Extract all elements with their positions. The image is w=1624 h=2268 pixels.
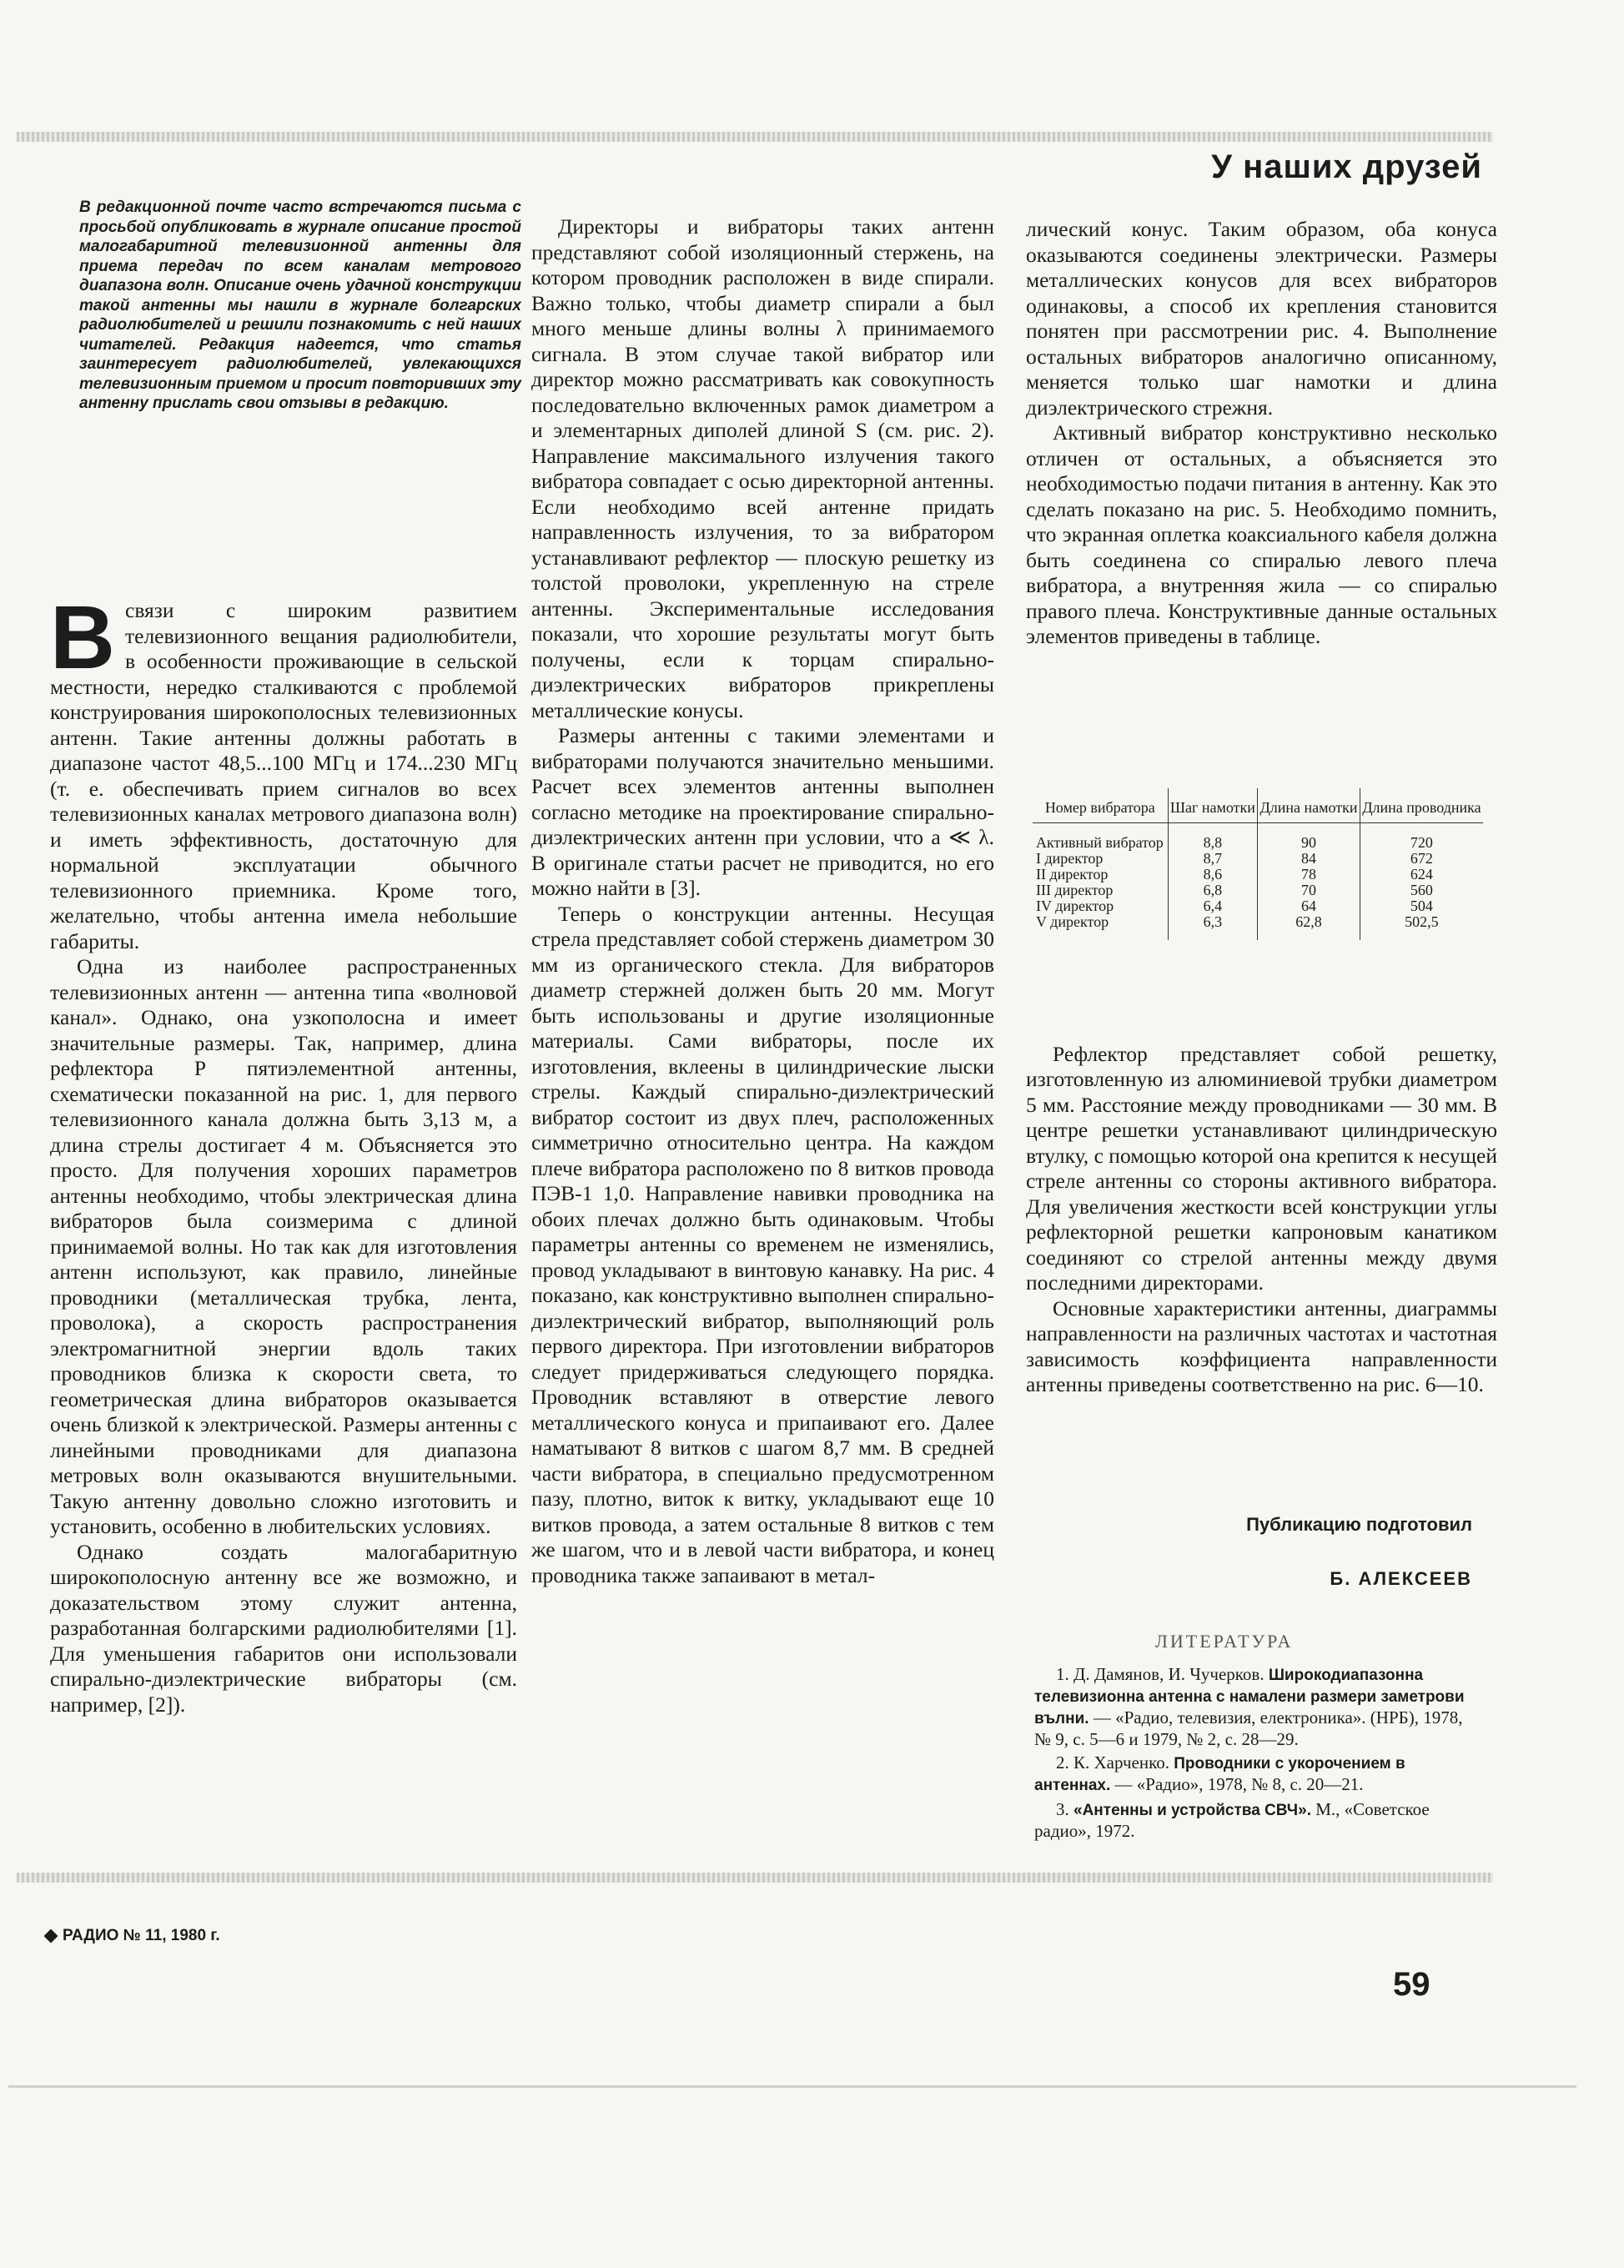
paragraph: Теперь о конструкции антенны. Несущая стрела представляет собой стержень диаметром 30 мм из органического стекла. Для вибраторов диаметр стержней должен быть 20 мм. Могут быть использованы и другие изоляционные материалы. Сами вибраторы, после их изготовления, вклеены в цилиндрические лыски стрелы. Каждый спирально-диэлектрический вибратор состоит из двух плеч, расположенных симметрично относительно центра. На каждом плече вибратора расположено по 8 витков провода ПЭВ-1 1,0. Направление навивки проводника на обоих плечах должно быть одинаковым. Чтобы параметры антенны со временем не изменялись, провод укладывают в винтовую канавку. На рис. 4 показано, как конструктивно выполнен спирально-диэлектрический вибратор, выполняющий роль первого директора. При изготовлении вибраторов следует придерживаться следующего порядка. Проводник вставляют в отверстие левого металлического конуса и припаивают его. Далее наматывают 8 витков с шагом 8,7 мм. В средней части вибратора, в специально предусмотренном пазу, плотно, виток к витку, укладывают еще 10 витков провода, а затем остальные 8 витков с тем же шагом, что и в левой части вибратора, и конец проводника также запаивают в метал- [531, 901, 994, 1587]
literature-item [1034, 1664, 1468, 1749]
literature-title-text: Широкодиапазонна телевизионна антенна с намалени размери заметрови вълни. [1034, 1667, 1465, 1727]
table-cell: III директор [1036, 882, 1114, 898]
journal-footer [46, 1927, 220, 1945]
table-row [1033, 867, 1483, 883]
author-name: Б. АЛЕКСЕЕВ [1330, 1568, 1472, 1589]
table-cell: 720 [1360, 823, 1483, 852]
table-cell: 70 [1258, 883, 1360, 898]
paragraph: лический конус. Таким образом, оба конуса оказываются соединены электрически. Размеры металлических конусов для всех вибраторов одинаковы, а способ их крепления становится понятен при рассмотрении рис. 4. Выполнение остальных вибраторов аналогично описанному, меняется только шаг намотки и длина диэлектрического стрежня. [1026, 217, 1497, 420]
paragraph-text: связи с широким развитием телевизионного вещания радиолюбители, в особенности проживающие в сельской местности, нередко сталкиваются с проблемой конструирования широкополосных телевизионных антенн. Такие антенны должны работать в диапазоне частот 48,5...100 МГц и 174...230 МГц (т. е. обеспечивать прием сигналов во всех телевизионных каналах метрового диапазона волн) и иметь эффективность, достаточную для нормальной эксплуатации обычного телевизионного приемника. Кроме того, желательно, чтобы антенна имела небольшие габариты. [50, 598, 517, 953]
table-cell: 8,8 [1168, 823, 1258, 852]
table-row [1033, 898, 1483, 914]
table-row [1033, 883, 1483, 898]
paragraph: Активный вибратор конструктивно несколько отличен от остальных, а объясняется это необходимостью подачи питания в антенну. Как это сделать показано на рис. 5. Необходимо помнить, что экранная оплетка коаксиального кабеля должна быть соединена со спиралью левого плеча вибратора, а внутренняя жила — со спиралью правого плеча. Конструктивные данные остальных элементов приведены в таблице. [1026, 420, 1497, 648]
table-header-cell: Номер вибратора [1033, 788, 1168, 823]
table-cell: IV директор [1036, 898, 1114, 914]
table-header-cell: Шаг намотки [1168, 788, 1258, 823]
literature-item [1034, 1753, 1468, 1796]
drop-cap: В [50, 586, 115, 687]
table-cell: 6,4 [1168, 898, 1258, 914]
table-cell: 560 [1360, 883, 1483, 898]
table-cell: 62,8 [1258, 914, 1360, 940]
paragraph: Директоры и вибраторы таких антенн представляют собой изоляционный стержень, на котором проводник расположен в виде спирали. Важно только, чтобы диаметр спирали a был много меньше длины волны λ принимаемого сигнала. В этом случае такой вибратор или директор можно рассматривать как совокупность последовательно включенных рамок диаметром a и элементарных диполей длиной S (см. рис. 2). Направление максимального излучения такого вибратора совпадает с осью директорной антенны. Если необходимо всей антенне придать направленность излучения, то за вибратором устанавливают рефлектор — плоскую решетку из толстой проволоки, укрепленную на стреле антенны. Экспериментальные исследования показали, что хорошие результаты могут быть получены, если к торцам спирально-диэлектрических вибраторов прикреплены металлические конусы. [531, 214, 994, 722]
page-edge [8, 2085, 1576, 2088]
table-row [1033, 823, 1483, 852]
literature-author: 1. Д. Дамянов, И. Чучерков. [1056, 1664, 1265, 1684]
literature-source: — «Радио», 1978, № 8, с. 20—21. [1114, 1774, 1364, 1794]
table-header-cell: Длина намотки [1258, 788, 1360, 823]
table-cell: 84 [1258, 851, 1360, 867]
column-1 [50, 586, 517, 1717]
table-cell: 90 [1258, 823, 1360, 852]
literature-title: ЛИТЕРАТУРА [1155, 1631, 1294, 1652]
paragraph [50, 586, 517, 954]
table-cell: 64 [1258, 898, 1360, 914]
table-cell: 8,7 [1168, 851, 1258, 867]
literature-source: — «Радио, телевизия, електроника». (НРБ), 1978, № 9, с. 5—6 и 1979, № 2, с. 28—29. [1034, 1707, 1463, 1749]
journal-issue: РАДИО № 11, 1980 г. [63, 1927, 220, 1944]
table-cell: 504 [1360, 898, 1483, 914]
table-cell: 6,3 [1168, 914, 1258, 940]
literature-list [1034, 1664, 1468, 1844]
table-row [1033, 914, 1483, 940]
table-cell: 624 [1360, 867, 1483, 883]
table-cell: 8,6 [1168, 867, 1258, 883]
bottom-rule [17, 1873, 1493, 1883]
literature-source: М., «Советское радио», 1972. [1034, 1799, 1430, 1841]
table-cell: 502,5 [1360, 914, 1483, 940]
literature-author: 2. К. Харченко. [1056, 1753, 1169, 1773]
table-cell: V директор [1036, 913, 1109, 930]
table-cell: 6,8 [1168, 883, 1258, 898]
table-cell: 78 [1258, 867, 1360, 883]
table-cell: I директор [1036, 850, 1104, 867]
table-header-cell: Длина проводника [1360, 788, 1483, 823]
table-cell: 672 [1360, 851, 1483, 867]
paragraph: Размеры антенны с такими элементами и вибраторами получаются значительно меньшими. Расчет всех элементов антенны выполнен согласно методике на проектирование спирально-диэлектрических антенн при условии, что a ≪ λ. В оригинале статьи расчет не приводится, но его можно найти в [3]. [531, 723, 994, 900]
literature-item [1034, 1799, 1468, 1841]
literature-title-text: «Антенны и устройства СВЧ». [1073, 1802, 1311, 1819]
table-row [1033, 851, 1483, 867]
literature-author: 3. [1056, 1799, 1069, 1819]
paragraph: Основные характеристики антенны, диаграммы направленности на различных частотах и частотная зависимость коэффициента направленности антенны приведены соответственно на рис. 6—10. [1026, 1295, 1497, 1396]
section-title: У наших друзей [1211, 148, 1482, 185]
table-cell: II директор [1036, 866, 1109, 883]
table-header-row [1033, 788, 1483, 823]
paragraph: Однако создать малогабаритную широкополосную антенну все же возможно, и доказательством этому служит антенна, разработанная болгарскими радиолюбителями [1]. Для уменьшения габаритов они использовали спирально-диэлектрические вибраторы (см. например, [2]). [50, 1539, 517, 1717]
literature-title-text: Проводники с укорочением в антеннах. [1034, 1755, 1405, 1794]
paragraph: Рефлектор представляет собой решетку, изготовленную из алюминиевой трубки диаметром 5 мм. Расстояние между проводниками — 30 мм. В центре решетки устанавливают цилиндрическую втулку, с помощью которой она крепится к несущей стреле антенны со стороны активного вибратора. Для увеличения жесткости всей конструкции углы рефлекторной решетки капроновым канатиком соединяют со стрелой антенны между двумя последними директорами. [1026, 1041, 1497, 1295]
vibrator-table [1033, 788, 1483, 940]
top-rule [17, 132, 1493, 142]
diamond-icon [44, 1929, 58, 1943]
column-2 [531, 214, 994, 1588]
page-number: 59 [1393, 1966, 1430, 2003]
table-cell: Активный вибратор [1036, 834, 1164, 851]
editorial-intro: В редакционной почте часто встречаются письма с просьбой опубликовать в журнале описание простой малогабаритной телевизионной антенны для приема передач по всем каналам метрового диапазона волн. Описание очень удачной конструкции такой антенны мы нашли в журнале болгарских радиолюбителей и решили познакомить с ней наших читателей. Редакция надеется, что статья заинтересует радиолюбителей, увлекающихся телевизионным приемом и просит повторивших эту антенну прислать свои отзывы в редакцию. [79, 199, 521, 412]
paragraph: Одна из наиболее распространенных телевизионных антенн — антенна типа «волновой канал». Однако, она узкополосна и имеет значительные размеры. Так, например, длина рефлектора Р пятиэлементной антенны, схематически показанной на рис. 1, для первого телевизионного канала должна быть 3,13 м, а длина стрелы достигает 4 м. Объясняется это просто. Для получения хороших параметров антенны необходимо, чтобы электрическая длина вибраторов была соизмерима с длиной принимаемой волны. Но так как для изготовления антенн используют, как правило, линейные проводники (металлическая трубка, лента, проволока), а скорость распространения электромагнитной энергии вдоль таких проводников близка к скорости света, то геометрическая длина вибраторов оказывается очень близкой к электрической. Размеры антенны с линейными проводниками для диапазона метровых волн оказываются внушительными. Такую антенну довольно сложно изготовить и установить, особенно в любительских условиях. [50, 954, 517, 1538]
publication-label: Публикацию подготовил [1246, 1514, 1472, 1535]
